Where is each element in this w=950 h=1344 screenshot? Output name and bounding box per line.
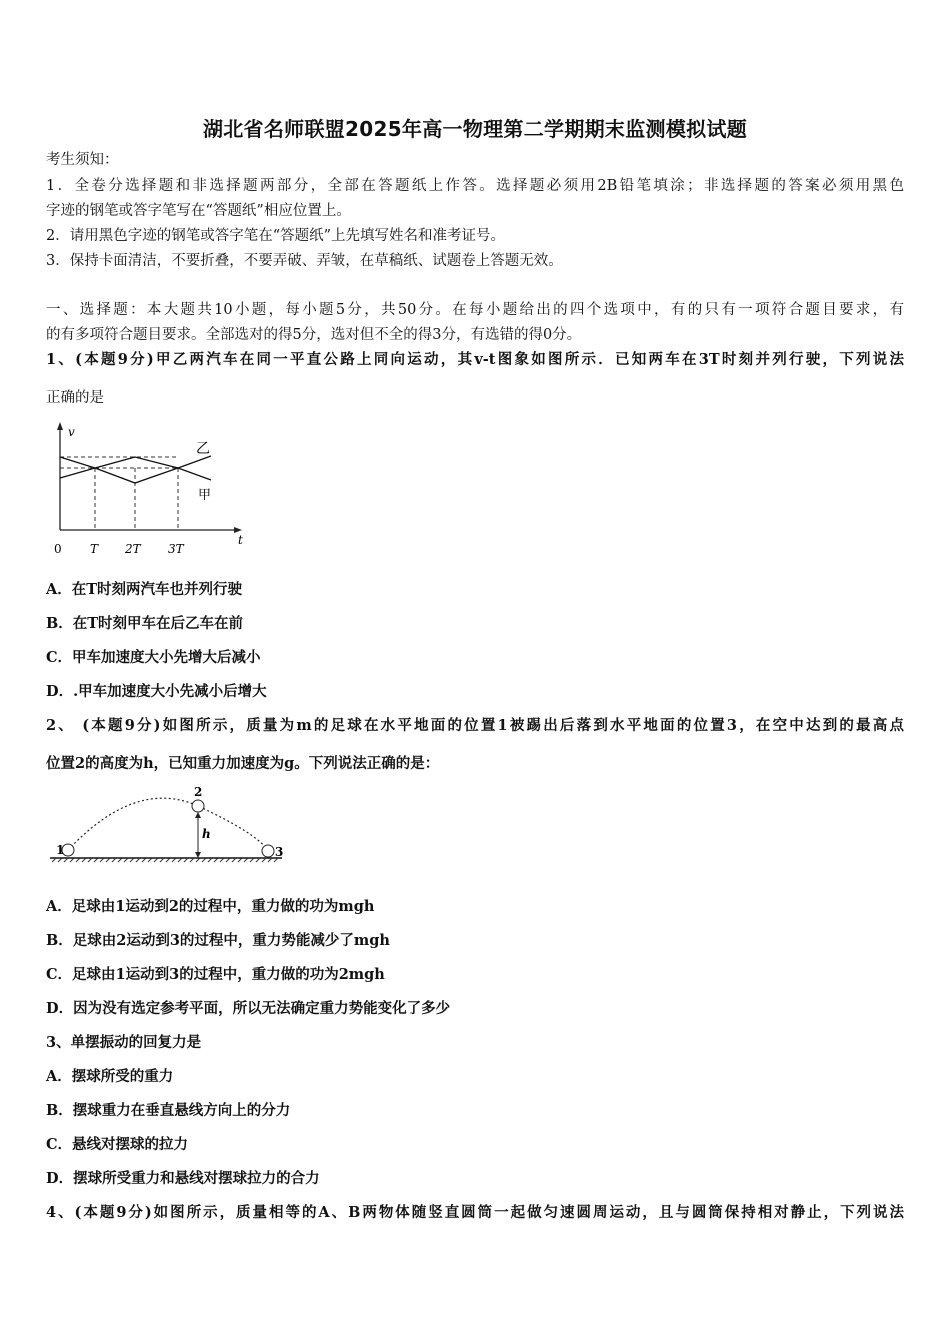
tick-T: T	[90, 542, 99, 556]
label-yi: 乙	[196, 441, 210, 457]
tick-3T: 3T	[168, 542, 184, 556]
y-axis-arrow	[57, 422, 63, 430]
label-position-2: 2	[194, 785, 203, 799]
label-position-1: 1	[56, 843, 65, 857]
notice-item-2: 2．请用黑色字迹的钢笔或答字笔在“答题纸”上先填写姓名和准考证号。	[46, 228, 506, 244]
q2-stem-line-1: 2、 (本题9分)如图所示，质量为m的足球在水平地面的位置1被踢出后落到水平地面的位置3，在空中达到的最高点	[46, 717, 904, 734]
q2-option-d: D．因为没有选定参考平面，所以无法确定重力势能变化了多少	[46, 1000, 451, 1017]
q2-option-a: A．足球由1运动到2的过程中，重力做的功为mgh	[46, 898, 375, 915]
section-heading-line-1: 一、选择题：本大题共10小题，每小题5分，共50分。在每小题给出的四个选项中，有的只有一项符合题目要求，有	[46, 302, 904, 318]
q2-option-c: C．足球由1运动到3的过程中，重力做的功为2mgh	[46, 966, 385, 983]
trajectory-path	[68, 798, 268, 850]
q3-option-a: A．摆球所受的重力	[46, 1068, 174, 1085]
notice-heading: 考生须知：	[46, 152, 119, 168]
q2-option-b: B．足球由2运动到3的过程中，重力势能减少了mgh	[46, 932, 390, 949]
q1-stem-line-2: 正确的是	[46, 390, 104, 406]
label-h: h	[202, 827, 211, 841]
label-jia: 甲	[198, 488, 212, 503]
q1-option-d: D．.甲车加速度大小先减小后增大	[46, 683, 267, 700]
section-heading-line-2: 的有多项符合题目要求。全部选对的得5分，选对但不全的得3分，有选错的得0分。	[46, 327, 582, 343]
ball-position-3	[262, 845, 274, 857]
q1-vt-graph	[46, 420, 256, 565]
notice-item-3: 3．保持卡面清洁，不要折叠，不要弄破、弄皱，在草稿纸、试题卷上答题无效。	[46, 253, 563, 269]
notice-item-1: 1．全卷分选择题和非选择题两部分，全部在答题纸上作答。选择题必须用2B铅笔填涂；非选择题的答案必须用黑色	[46, 178, 904, 194]
q2-ball-trajectory	[46, 782, 286, 868]
q1-option-c: C．甲车加速度大小先增大后减小	[46, 649, 261, 666]
tick-2T: 2T	[125, 542, 141, 556]
tick-0: 0	[54, 542, 62, 556]
q3-option-b: B．摆球重力在垂直悬线方向上的分力	[46, 1102, 291, 1119]
notice-item-1-cont: 字迹的钢笔或答字笔写在“答题纸”相应位置上。	[46, 203, 351, 219]
q1-option-b: B．在T时刻甲车在后乙车在前	[46, 615, 244, 632]
q2-stem-line-2: 位置2的高度为h，已知重力加速度为g。下列说法正确的是：	[46, 755, 440, 772]
q3-option-c: C．悬线对摆球的拉力	[46, 1136, 189, 1153]
q3-option-d: D．摆球所受重力和悬线对摆球拉力的合力	[46, 1170, 320, 1187]
x-axis-label: t	[238, 533, 243, 547]
height-arrow-up	[195, 812, 201, 818]
height-arrow-down	[195, 852, 201, 858]
label-position-3: 3	[275, 845, 284, 859]
q3-stem: 3、单摆振动的回复力是	[46, 1034, 202, 1051]
page-title: 湖北省名师联盟2025年高一物理第二学期期末监测模拟试题	[202, 117, 748, 141]
y-axis-label: v	[68, 425, 75, 439]
q4-stem-line-1: 4、(本题9分)如图所示，质量相等的A、B两物体随竖直圆筒一起做匀速圆周运动，且与圆筒保持相对静止，下列说法	[46, 1204, 904, 1221]
q1-stem-line-1: 1、(本题9分)甲乙两汽车在同一平直公路上同向运动，其v-t图象如图所示．已知两车在3T时刻并列行驶，下列说法	[46, 351, 904, 368]
q1-option-a: A．在T时刻两汽车也并列行驶	[46, 581, 243, 598]
ball-position-2	[192, 800, 204, 812]
